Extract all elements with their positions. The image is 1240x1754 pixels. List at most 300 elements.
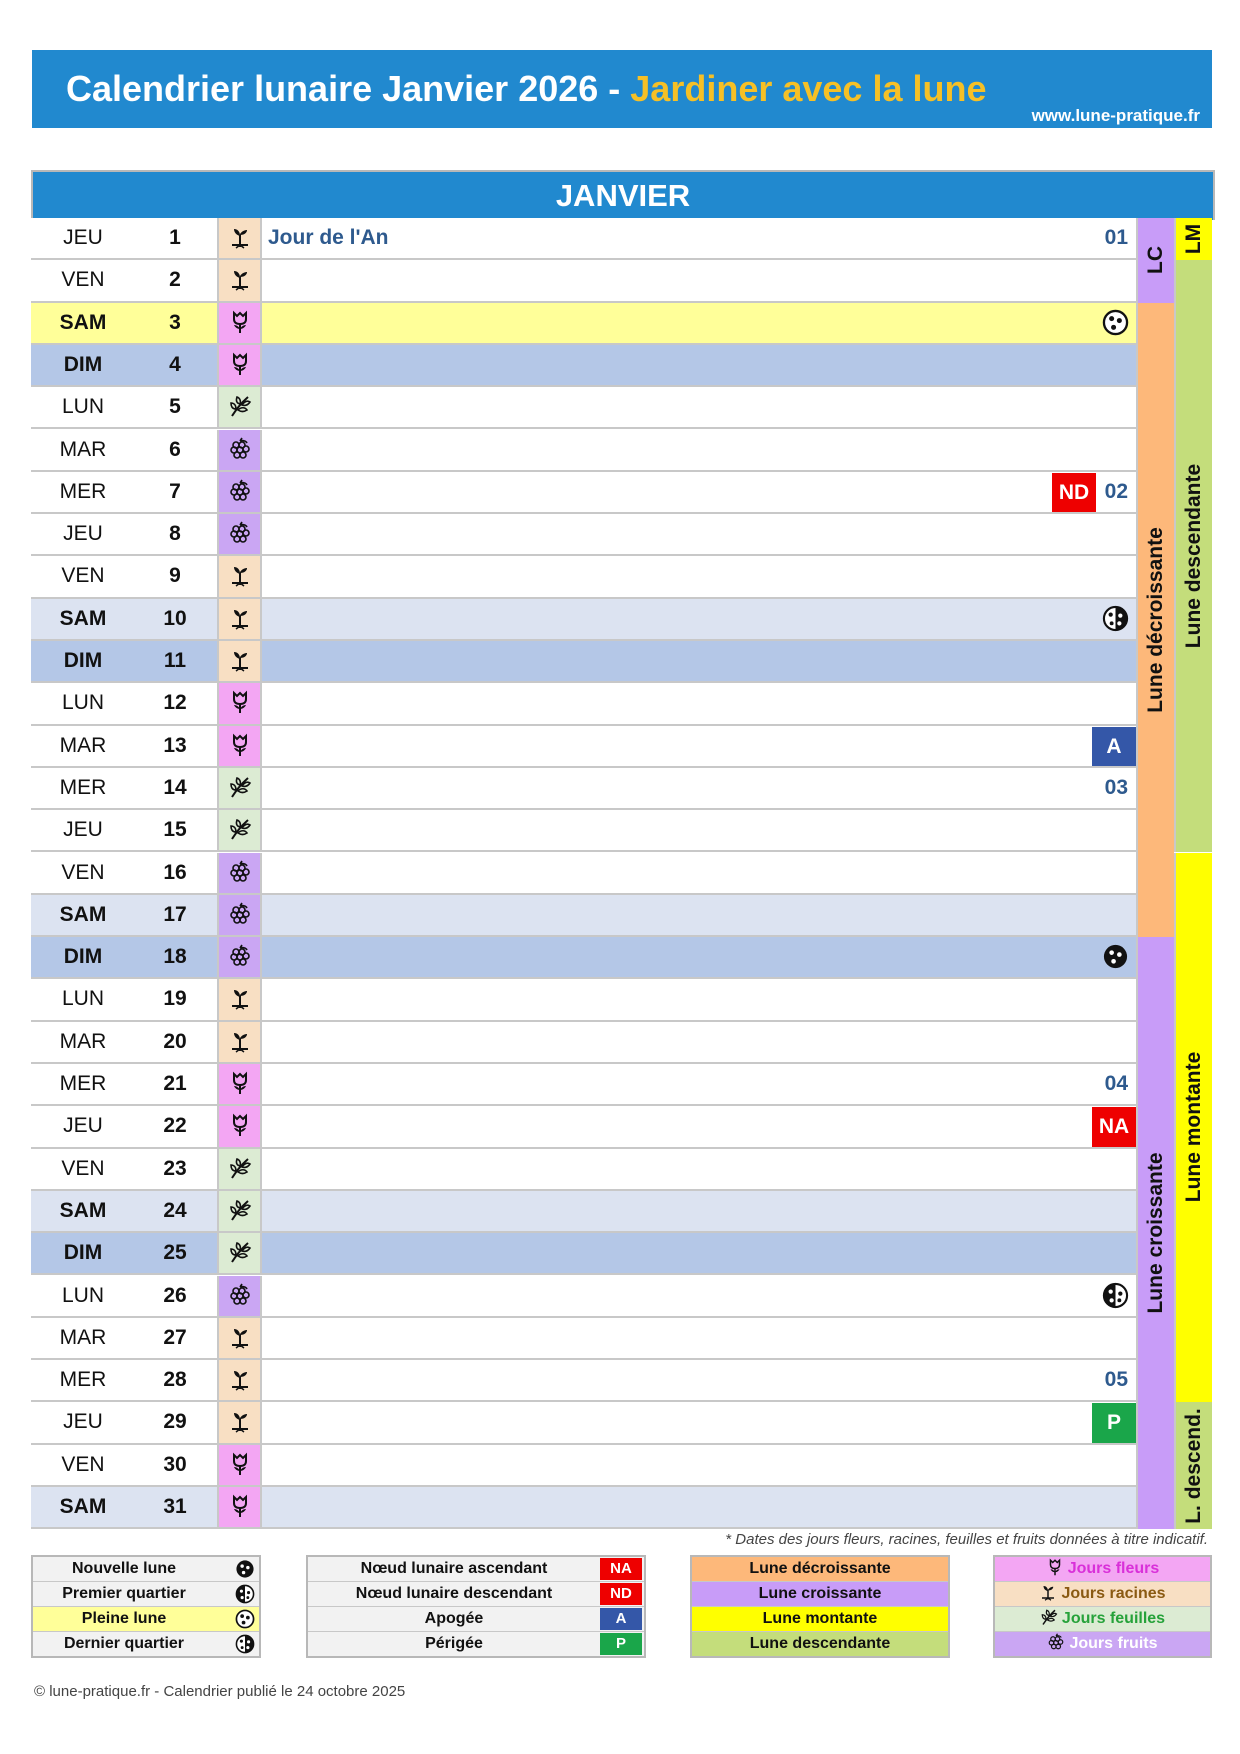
day-type-cell-racines [217,556,262,596]
leaf-icon [228,775,252,799]
title-main: Calendrier lunaire Janvier 2026 - [66,68,631,109]
day-number: 9 [169,564,181,588]
weekday-label: SAM [59,902,107,926]
day-cell [31,937,217,977]
root-sprout-icon [228,1325,252,1349]
day-number: 15 [163,818,187,842]
day-cell [31,599,217,639]
grape-icon [228,479,252,503]
weekday-label: MAR [59,1029,107,1053]
day-notes-cell [262,1064,1136,1104]
root-sprout-icon [228,986,252,1010]
day-number: 3 [169,310,181,334]
day-cell [31,853,217,893]
weekday-label: LUN [61,691,104,715]
day-type-cell-fruits [217,937,262,977]
day-cell [31,1276,217,1316]
tulip-icon [228,1452,252,1476]
day-type-cell-fleurs [217,1064,262,1104]
day-number: 8 [169,522,181,546]
leaf-icon [228,1240,252,1264]
day-type-cell-racines [217,1360,262,1400]
first-quarter-icon [1102,1282,1129,1309]
day-notes-cell [262,810,1136,850]
day-cell [31,1149,217,1189]
weekday-label: MER [59,479,107,503]
weekday-label: LUN [61,1283,104,1307]
legend-code-a: A [600,1608,642,1630]
day-number: 2 [169,268,181,292]
weekday-label: VEN [61,1156,105,1180]
day-type-cell-fleurs [217,1445,262,1485]
day-number: 14 [163,775,187,799]
day-row [31,1106,1136,1148]
badge-a: A [1092,727,1136,766]
day-type-cell-racines [217,260,262,300]
day-row [31,1191,1136,1233]
weekday-label: JEU [63,1114,103,1138]
weekday-label: VEN [61,860,105,884]
day-notes-cell [262,303,1136,343]
root-sprout-icon [228,648,252,672]
day-row [31,514,1136,556]
day-type-cell-racines [217,1402,262,1442]
day-number: 27 [163,1325,187,1349]
day-type-cell-feuilles [217,768,262,808]
legend-label: Nœud lunaire descendant [355,1585,553,1602]
day-type-cell-fruits [217,895,262,935]
day-notes-cell [262,979,1136,1019]
weekday-label: MAR [59,1325,107,1349]
legend-label: Nouvelle lune [71,1560,177,1577]
day-type-cell-racines [217,599,262,639]
day-number: 25 [163,1241,187,1265]
day-row [31,599,1136,641]
day-notes-cell [262,1318,1136,1358]
day-notes-cell [262,472,1136,512]
grape-icon [1047,1633,1065,1651]
legend-label: Jours racines [1061,1585,1166,1602]
weekday-label: JEU [63,522,103,546]
day-cell [31,726,217,766]
day-notes-cell [262,895,1136,935]
legend-label: Pleine lune [81,1610,167,1627]
weekday-label: VEN [61,564,105,588]
day-number: 29 [163,1410,187,1434]
day-cell [31,1360,217,1400]
day-cell [31,430,217,470]
moon-course-period-label: LM [1182,223,1205,255]
day-type-cell-fleurs [217,303,262,343]
grape-icon [228,521,252,545]
day-row [31,641,1136,683]
day-cell [31,1233,217,1273]
day-notes-cell [262,556,1136,596]
legend-code-na: NA [600,1558,642,1580]
weekday-label: LUN [61,395,104,419]
badge-nd: ND [1052,473,1096,512]
day-cell [31,1191,217,1231]
legend-label: Lune décroissante [749,1560,891,1577]
moon-phase-period-band [1136,303,1174,938]
last-quarter-icon [235,1634,255,1654]
day-row [31,1064,1136,1106]
day-number: 13 [163,733,187,757]
day-row [31,345,1136,387]
day-cell [31,768,217,808]
weekday-label: JEU [63,1410,103,1434]
legend-label: Jours fleurs [1067,1560,1160,1577]
weekday-label: SAM [59,310,107,334]
day-number: 18 [163,945,187,969]
new-moon-icon [1102,943,1129,970]
day-type-cell-racines [217,641,262,681]
weekday-label: LUN [61,987,104,1011]
day-number: 21 [163,1072,187,1095]
legend-item [308,1607,644,1632]
month-title: JANVIER [31,170,1215,220]
legend-item [308,1557,644,1582]
week-number: 02 [1104,479,1128,503]
leaf-icon [1040,1608,1058,1626]
legend-label: Jours fruits [1069,1635,1158,1652]
grape-icon [228,437,252,461]
badge-na: NA [1092,1107,1136,1146]
moon-course-period-label: Lune descendante [1182,464,1205,649]
root-sprout-icon [228,1409,252,1433]
moon-course-period-band [1174,853,1212,1403]
day-row [31,303,1136,345]
first-quarter-icon [235,1584,255,1604]
legend-item [308,1632,644,1656]
legend-item [33,1557,259,1582]
day-cell [31,895,217,935]
weekday-label: DIM [63,352,103,376]
day-cell [31,345,217,385]
day-cell [31,472,217,512]
moon-phase-period-label: Lune décroissante [1144,527,1167,713]
week-number: 05 [1104,1368,1128,1392]
day-cell [31,1445,217,1485]
legend-item [308,1582,644,1607]
day-type-cell-feuilles [217,387,262,427]
day-number: 31 [163,1495,187,1518]
legend-day-types [993,1555,1212,1658]
day-row [31,768,1136,810]
day-cell [31,1487,217,1527]
day-notes-cell [262,599,1136,639]
footnote: * Dates des jours fleurs, racines, feuilles et fruits données à titre indicatif. [725,1531,1208,1548]
copyright: © lune-pratique.fr - Calendrier publié le 24 octobre 2025 [34,1683,406,1700]
day-row [31,937,1136,979]
day-notes-cell [262,1360,1136,1400]
day-row [31,556,1136,598]
new-moon-icon [235,1559,255,1579]
day-number: 10 [163,606,187,630]
grape-icon [228,1283,252,1307]
day-notes-cell [262,726,1136,766]
day-row [31,810,1136,852]
day-type-cell-racines [217,1022,262,1062]
weekday-label: SAM [59,1198,107,1222]
legend-item [995,1557,1210,1582]
calendar-grid [31,218,1212,1530]
legend-label: Dernier quartier [63,1635,185,1652]
day-row [31,472,1136,514]
day-number: 11 [163,649,187,672]
page-title [66,68,986,110]
weekday-label: MER [59,775,107,799]
day-number: 5 [169,395,181,419]
day-row [31,260,1136,302]
badge-p: P [1092,1403,1136,1442]
day-cell [31,1318,217,1358]
day-type-cell-racines [217,1318,262,1358]
day-notes-cell [262,1022,1136,1062]
day-cell [31,979,217,1019]
tulip-icon [228,690,252,714]
day-type-cell-feuilles [217,810,262,850]
week-number: 04 [1104,1072,1128,1095]
day-type-cell-fruits [217,1276,262,1316]
day-number: 30 [163,1452,187,1476]
day-row [31,1149,1136,1191]
legend-label: Lune descendante [749,1635,891,1652]
day-number: 20 [163,1029,187,1053]
legend-label: Lune croissante [758,1585,882,1602]
day-notes-cell [262,768,1136,808]
day-number: 6 [169,437,181,461]
leaf-icon [228,1198,252,1222]
day-cell [31,1022,217,1062]
weekday-label: MER [59,1368,107,1392]
day-number: 19 [163,987,187,1011]
day-type-cell-feuilles [217,1191,262,1231]
day-cell [31,514,217,554]
leaf-icon [228,817,252,841]
day-row [31,1233,1136,1275]
weekday-label: DIM [63,945,103,969]
root-sprout-icon [1039,1583,1057,1601]
weekday-label: DIM [63,649,103,672]
day-notes-cell [262,1191,1136,1231]
week-number: 03 [1104,775,1128,799]
day-cell [31,683,217,723]
day-type-cell-fruits [217,514,262,554]
day-notes-cell [262,1276,1136,1316]
root-sprout-icon [228,1367,252,1391]
moon-course-period-label: L. descend. [1182,1408,1205,1524]
day-row [31,1276,1136,1318]
day-number: 7 [169,479,181,503]
day-cell [31,1402,217,1442]
root-sprout-icon [228,267,252,291]
legend-label: Nœud lunaire ascendant [360,1560,548,1577]
day-row [31,1402,1136,1444]
website-link[interactable]: www.lune-pratique.fr [1031,106,1200,125]
moon-course-period-band [1174,1402,1212,1529]
weekday-label: MAR [59,733,107,757]
day-cell [31,218,217,258]
tulip-icon [228,352,252,376]
tulip-icon [228,1494,252,1518]
root-sprout-icon [228,563,252,587]
day-cell [31,387,217,427]
day-type-cell-racines [217,979,262,1019]
day-notes-cell [262,260,1136,300]
legend-moon-phases [31,1555,261,1658]
day-type-cell-fruits [217,472,262,512]
day-notes-cell [262,1487,1136,1527]
day-type-cell-fleurs [217,345,262,385]
day-number: 22 [163,1114,187,1138]
day-type-cell-fleurs [217,1106,262,1146]
day-row [31,218,1136,260]
moon-phase-period-label: Lune croissante [1144,1152,1167,1314]
day-notes-cell [262,514,1136,554]
moon-course-period-label: Lune montante [1182,1052,1205,1203]
weekday-label: DIM [63,1241,103,1265]
day-notes-cell [262,345,1136,385]
day-row [31,1360,1136,1402]
day-type-cell-fruits [217,853,262,893]
leaf-icon [228,1156,252,1180]
day-number: 16 [163,860,187,884]
full-moon-icon [235,1609,255,1629]
day-number: 12 [163,691,187,715]
last-quarter-icon [1102,605,1129,632]
moon-phase-period-band [1136,218,1174,303]
day-cell [31,260,217,300]
full-moon-icon [1102,309,1129,336]
day-number: 26 [163,1283,187,1307]
day-row [31,979,1136,1021]
day-number: 17 [163,902,187,926]
page-header [32,50,1212,128]
day-number: 23 [163,1156,187,1180]
day-notes-cell [262,1402,1136,1442]
moon-course-period-band [1174,218,1212,260]
legend-code-nd: ND [600,1583,642,1605]
weekday-label: VEN [61,1452,105,1476]
day-row [31,895,1136,937]
legend-item [692,1607,948,1632]
day-row [31,387,1136,429]
moon-phase-period-band [1136,937,1174,1529]
day-number: 24 [163,1198,187,1222]
day-notes-cell [262,937,1136,977]
weekday-label: MAR [59,437,107,461]
tulip-icon [228,1071,252,1095]
legend-item [692,1557,948,1582]
tulip-icon [228,310,252,334]
legend-item [995,1607,1210,1632]
day-cell [31,303,217,343]
day-row [31,1445,1136,1487]
day-notes-cell [262,853,1136,893]
day-row [31,683,1136,725]
day-row [31,1022,1136,1064]
legend-item [692,1582,948,1607]
day-type-cell-feuilles [217,1233,262,1273]
day-row [31,853,1136,895]
legend-lunar-nodes [306,1555,646,1658]
root-sprout-icon [228,1029,252,1053]
day-notes-cell [262,430,1136,470]
day-number: 1 [169,226,181,249]
day-notes-cell [262,1106,1136,1146]
day-type-cell-fleurs [217,726,262,766]
legend-item [692,1632,948,1656]
legend-code-p: P [600,1633,642,1655]
day-type-cell-racines [217,218,262,258]
legend-label: Apogée [424,1610,484,1627]
day-row [31,726,1136,768]
legend-item [995,1632,1210,1656]
legend-item [995,1582,1210,1607]
day-row [31,430,1136,472]
day-cell [31,641,217,681]
root-sprout-icon [228,606,252,630]
title-subtitle: Jardiner avec la lune [630,68,987,109]
legend-label: Jours feuilles [1061,1610,1166,1627]
day-cell [31,810,217,850]
day-notes-cell [262,387,1136,427]
weekday-label: JEU [63,226,103,249]
legend-item [33,1582,259,1607]
day-notes-cell [262,641,1136,681]
day-notes-cell [262,1233,1136,1273]
day-row [31,1318,1136,1360]
grape-icon [228,944,252,968]
moon-course-period-band [1174,260,1212,852]
weekday-label: JEU [63,818,103,842]
root-sprout-icon [228,225,252,249]
legend-item [33,1607,259,1632]
day-number: 28 [163,1368,187,1392]
weekday-label: MER [59,1072,107,1095]
tulip-icon [1046,1558,1064,1576]
day-number: 4 [169,352,181,376]
day-type-cell-fruits [217,430,262,470]
day-cell [31,556,217,596]
legend-item [33,1632,259,1656]
day-notes-cell [262,1149,1136,1189]
day-row [31,1487,1136,1529]
leaf-icon [228,394,252,418]
day-type-cell-feuilles [217,1149,262,1189]
weekday-label: SAM [59,606,107,630]
day-cell [31,1106,217,1146]
day-notes-cell [262,1445,1136,1485]
day-type-cell-fleurs [217,683,262,723]
weekday-label: SAM [59,1495,107,1518]
day-notes-cell [262,218,1136,258]
legend-moon-course [690,1555,950,1658]
legend-label: Premier quartier [62,1585,186,1602]
grape-icon [228,860,252,884]
grape-icon [228,902,252,926]
legend-label: Périgée [425,1635,483,1652]
weekday-label: VEN [61,268,105,292]
tulip-icon [228,1113,252,1137]
day-cell [31,1064,217,1104]
tulip-icon [228,733,252,757]
week-number: 01 [1104,226,1128,249]
moon-phase-period-label: LC [1144,246,1167,275]
day-type-cell-fleurs [217,1487,262,1527]
day-notes-cell [262,683,1136,723]
